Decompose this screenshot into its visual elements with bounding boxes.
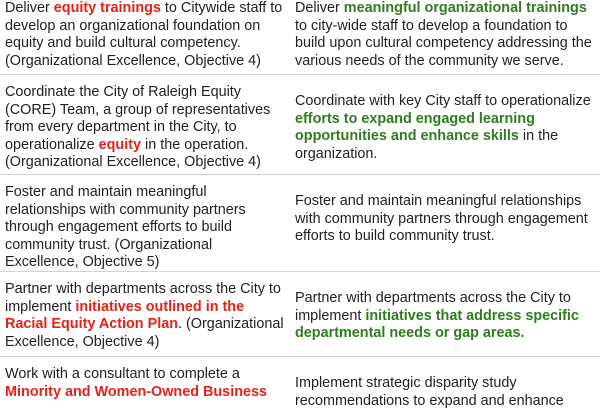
text-segment: Partner with departments across the City to implement	[295, 290, 571, 324]
removed-highlight: Minority and Women-Owned Business	[5, 383, 267, 400]
table-row	[0, 272, 600, 357]
text-segment: in the operation. (Organizational Excellence, Objective 4)	[5, 136, 261, 171]
original-text-cell	[0, 0, 290, 74]
revised-text-cell	[290, 272, 600, 356]
text-segment: Coordinate with key City staff to operationalize	[295, 93, 591, 109]
original-text-cell	[0, 272, 290, 356]
removed-highlight: equity	[98, 136, 141, 153]
table-row	[0, 0, 600, 75]
table-row	[0, 175, 600, 272]
revised-text-cell	[290, 0, 600, 74]
table-row	[0, 357, 600, 417]
added-highlight: meaningful organizational trainings	[343, 0, 587, 16]
text-segment: to Citywide staff to develop an organizational foundation on equity and build cultural competency. (Organizational Excellence, Objective 4)	[5, 0, 283, 69]
original-text-cell	[0, 357, 290, 417]
original-text-cell	[0, 75, 290, 174]
added-highlight: initiatives that address specific departmental needs or gap areas.	[295, 307, 579, 342]
text-segment: Deliver	[5, 0, 54, 16]
removed-highlight: initiatives outlined in the Racial Equity Action Plan	[5, 298, 245, 333]
table-row	[0, 75, 600, 175]
text-segment: to city-wide staff to develop a foundation to build upon cultural competency addressing the various needs of the community we serve.	[295, 17, 592, 69]
removed-highlight: equity trainings	[53, 0, 161, 16]
text-segment: in the organization.	[295, 128, 559, 162]
text-segment: Coordinate the City of Raleigh Equity (CORE) Team, a group of representatives from every department in the City, to operationalize	[5, 84, 271, 153]
revised-text-cell: Foster and maintain meaningful relationships with community partners through engagement efforts to build community trust.	[295, 193, 588, 245]
revised-text-cell: Implement strategic disparity study recommendations to expand and enhance	[295, 375, 564, 409]
text-segment: Partner with departments across the City to implement	[5, 281, 281, 315]
text-segment: . (Organizational Excellence, Objective 4)	[5, 316, 284, 350]
text-segment: Deliver	[295, 0, 344, 16]
text-segment: Work with a consultant to complete a	[5, 366, 240, 382]
added-highlight: efforts to expand engaged learning opportunities and enhance skills	[295, 110, 535, 145]
original-text-cell: Foster and maintain meaningful relationships with community partners through engagement efforts to build community trust. (Organizational Excellence, Objective 5)	[5, 184, 246, 271]
revised-text-cell	[290, 75, 600, 174]
